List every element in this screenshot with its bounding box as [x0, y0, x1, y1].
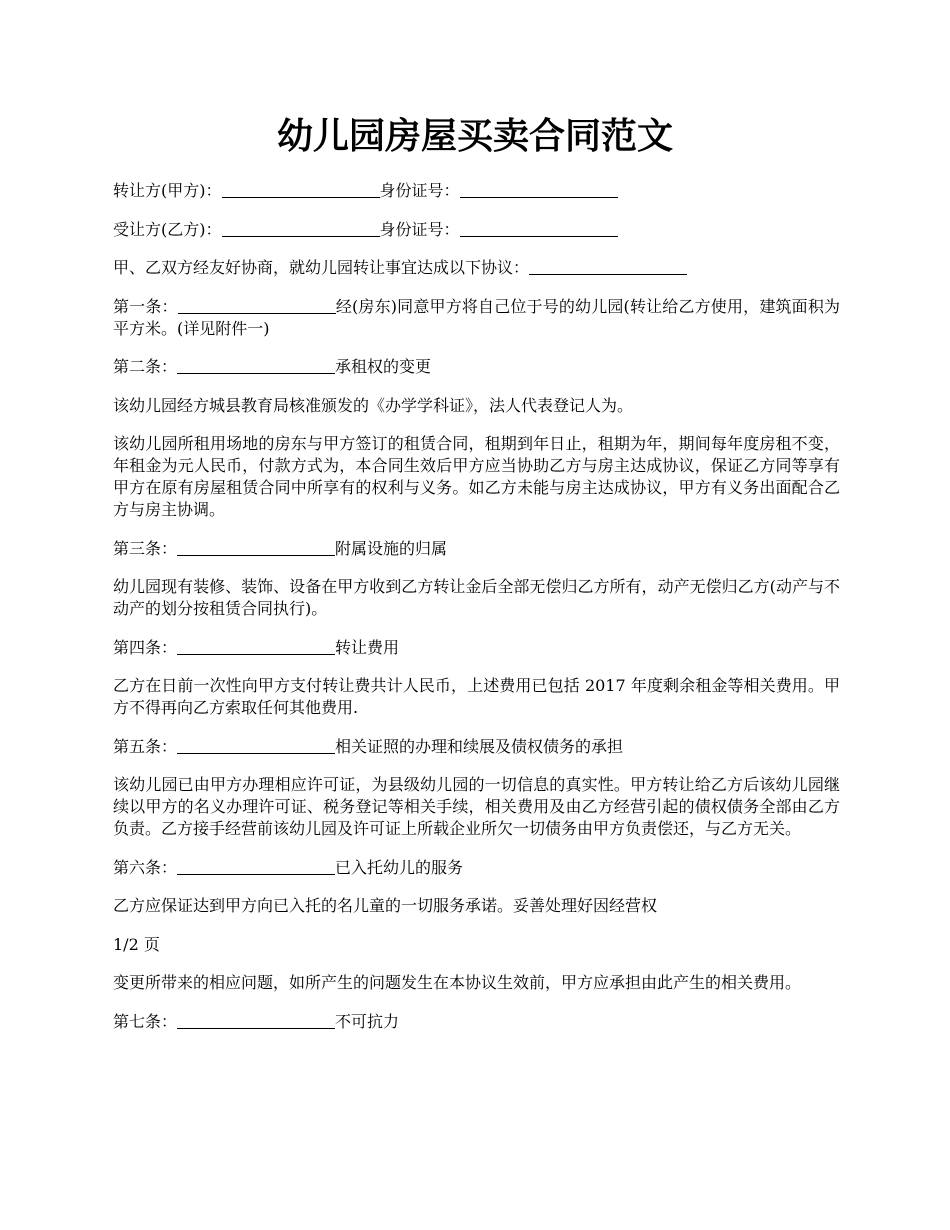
article-6-body: 乙方应保证达到甲方向已入托的名儿童的一切服务承诺。妥善处理好因经营权 — [113, 896, 658, 915]
document-title: 幼儿园房屋买卖合同范文 — [276, 115, 673, 157]
party-a-id-blank — [460, 181, 618, 198]
party-a-label: 转让方(甲方)： — [113, 181, 222, 200]
agreement-intro-text: 甲、乙双方经友好协商，就幼儿园转让事宜达成以下协议： — [113, 258, 530, 277]
article-2-lease: 该幼儿园所租用场地的房东与甲方签订的租赁合同，租期到年日止，租期为年，期间每年度房租不变，年租金为元人民币，付款方式为，本合同生效后甲方应当协助乙方与房主达成协议，保证乙方同等享有甲方在原有房屋租赁合同中所享有的权利与义务。如乙方未能与房主达成协议，甲方有义务出面配合乙方与房主协调。 — [113, 434, 840, 519]
article-4-title: 转让费用 — [335, 637, 400, 657]
article-6-title: 已入托幼儿的服务 — [335, 857, 464, 877]
party-a-line — [113, 180, 840, 202]
article-3-label: 第三条： — [113, 538, 178, 558]
article-2-label: 第二条： — [113, 357, 178, 376]
article-1-label: 第一条： — [113, 296, 178, 316]
article-2-blank — [177, 357, 335, 374]
party-b-name-blank — [222, 220, 380, 237]
article-3-heading — [113, 538, 840, 560]
party-a-id-label: 身份证号： — [379, 181, 460, 200]
article-3-title: 附属设施的归属 — [335, 538, 448, 558]
article-1 — [113, 296, 840, 340]
article-2-heading — [113, 356, 840, 378]
article-4-label: 第四条： — [113, 637, 178, 657]
article-1-blank — [178, 297, 336, 314]
article-1-text: 经(房东)同意甲方将自己位于号的幼儿园(转让给乙方使用，建筑面积为平方米。(详见附件一) — [113, 296, 840, 338]
article-6-blank — [177, 858, 335, 875]
article-5-label: 第五条： — [113, 736, 178, 756]
party-b-line — [113, 219, 840, 241]
article-5-title: 相关证照的办理和续展及债权债务的承担 — [335, 736, 624, 756]
article-6-label: 第六条： — [113, 857, 178, 877]
party-b-id-blank — [460, 220, 618, 237]
article-2-title: 承租权的变更 — [335, 357, 432, 376]
article-6-continued: 变更所带来的相应问题，如所产生的问题发生在本协议生效前，甲方应承担由此产生的相关费用。 — [113, 973, 802, 992]
article-4-body: 乙方在日前一次性向甲方支付转让费共计人民币，上述费用已包括 2017 年度剩余租金等相关费用。甲方不得再向乙方索取任何其他费用. — [113, 676, 840, 717]
article-4-blank — [177, 638, 335, 655]
article-5-heading — [113, 736, 840, 758]
article-3-body: 幼儿园现有装修、装饰、设备在甲方收到乙方转让金后全部无偿归乙方所有，动产无偿归乙方(动产与不动产的划分按租赁合同执行)。 — [113, 577, 840, 618]
article-5-body: 该幼儿园已由甲方办理相应许可证，为县级幼儿园的一切信息的真实性。甲方转让给乙方后该幼儿园继续以甲方的名义办理许可证、税务登记等相关手续，相关费用及由乙方经营引起的债权债务全部由乙方负责。乙方接手经营前该幼儿园及许可证上所载企业所欠一切债务由甲方负责偿还，与乙方无关。 — [113, 775, 840, 838]
article-5-blank — [177, 737, 335, 754]
document-body — [113, 180, 840, 1049]
article-7-heading — [113, 1011, 840, 1033]
article-6-heading — [113, 857, 840, 879]
article-3-blank — [177, 539, 335, 556]
party-b-id-label: 身份证号： — [379, 219, 460, 239]
article-7-label: 第七条： — [113, 1011, 178, 1031]
agreement-intro-blank — [529, 258, 687, 275]
party-a-name-blank — [222, 181, 380, 198]
article-7-blank — [177, 1012, 335, 1029]
article-7-title: 不可抗力 — [335, 1011, 400, 1031]
article-2-license: 该幼儿园经方城县教育局核准颁发的《办学学科证》，法人代表登记人为。 — [113, 395, 634, 415]
article-4-heading — [113, 637, 840, 659]
agreement-intro — [113, 257, 840, 279]
page-number: 1/2 页 — [113, 934, 160, 954]
party-b-label: 受让方(乙方)： — [113, 219, 222, 239]
